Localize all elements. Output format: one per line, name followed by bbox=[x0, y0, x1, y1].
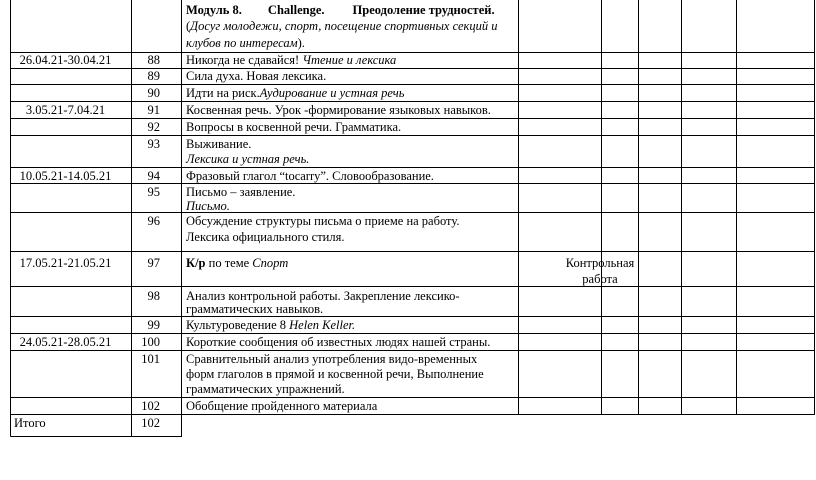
control-work-label: Контрольная bbox=[565, 256, 635, 270]
lesson-topic: Идти на риск.Аудирование и устная речь bbox=[186, 86, 405, 100]
module-challenge: Challenge. bbox=[267, 3, 325, 17]
module-topic: Преодоление трудностей. bbox=[352, 3, 495, 17]
lesson-number: 101 bbox=[141, 352, 160, 366]
lesson-topic: Сила духа. Новая лексика. bbox=[186, 69, 327, 83]
lesson-topic: Короткие сообщения об известных людях нашей страны. bbox=[186, 335, 491, 349]
lesson-number: 91 bbox=[147, 103, 160, 117]
lesson-number: 94 bbox=[147, 169, 160, 183]
lesson-topic: Сравнительный анализ употребления видо-временных bbox=[186, 352, 478, 366]
lesson-topic: К/р по теме Спорт bbox=[186, 256, 289, 270]
lesson-topic: Никогда не сдавайся! Чтение и лексика bbox=[186, 53, 397, 67]
lesson-number: 93 bbox=[147, 137, 160, 151]
lesson-number: 89 bbox=[147, 69, 160, 83]
lesson-number: 90 bbox=[147, 86, 160, 100]
lesson-number: 92 bbox=[147, 120, 160, 134]
lesson-topic: Выживание. bbox=[186, 137, 252, 151]
lesson-topic: Фразовый глагол “tocarry”. Словообразование. bbox=[186, 169, 434, 183]
lesson-topic: Анализ контрольной работы. Закрепление лексико- bbox=[186, 289, 460, 303]
row-dates: 3.05.21-7.04.21 bbox=[25, 103, 106, 117]
lesson-topic: Письмо – заявление. bbox=[186, 185, 296, 199]
lesson-topic: Косвенная речь. Урок -формирование языковых навыков. bbox=[186, 103, 491, 117]
lesson-topic-line2: Лексика официального стиля. bbox=[186, 230, 345, 244]
lesson-topic: Вопросы в косвенной речи. Грамматика. bbox=[186, 120, 402, 134]
lesson-topic-line2: форм глаголов в прямой и косвенной речи, Выполнение bbox=[186, 367, 484, 381]
lesson-topic-line2: Письмо. bbox=[186, 199, 230, 213]
lesson-number: 102 bbox=[141, 399, 160, 413]
module-number: Модуль 8. bbox=[186, 3, 242, 17]
lesson-number: 96 bbox=[147, 214, 160, 228]
lesson-topic-line2: Лексика и устная речь. bbox=[186, 152, 310, 166]
lesson-topic: Обобщение пройденного материала bbox=[186, 399, 378, 413]
row-dates: 17.05.21-21.05.21 bbox=[19, 256, 112, 270]
control-work-label-line2: работа bbox=[582, 272, 618, 286]
row-dates: 24.05.21-28.05.21 bbox=[19, 335, 112, 349]
row-dates: 10.05.21-14.05.21 bbox=[19, 169, 112, 183]
module-title bbox=[186, 3, 495, 18]
module-subtitle-line2: клубов по интересам). bbox=[186, 36, 305, 50]
lesson-number: 88 bbox=[147, 53, 160, 67]
lesson-topic: Обсуждение структуры письма о приеме на работу. bbox=[186, 214, 460, 228]
lesson-number: 98 bbox=[147, 289, 160, 303]
total-number: 102 bbox=[141, 416, 160, 430]
lesson-topic: Культуроведение 8 Helen Keller. bbox=[186, 318, 356, 332]
lesson-topic-line2: грамматических навыков. bbox=[186, 302, 324, 316]
lesson-topic-line3: грамматических упражнений. bbox=[186, 382, 345, 396]
lesson-number: 95 bbox=[147, 185, 160, 199]
lesson-number: 100 bbox=[141, 335, 160, 349]
row-dates: 26.04.21-30.04.21 bbox=[19, 53, 112, 67]
lesson-number: 97 bbox=[147, 256, 160, 270]
total-label: Итого bbox=[14, 416, 46, 430]
lesson-number: 99 bbox=[147, 318, 160, 332]
module-subtitle-line1: (Досуг молодежи, спорт, посещение спортивных секций и bbox=[186, 19, 498, 33]
